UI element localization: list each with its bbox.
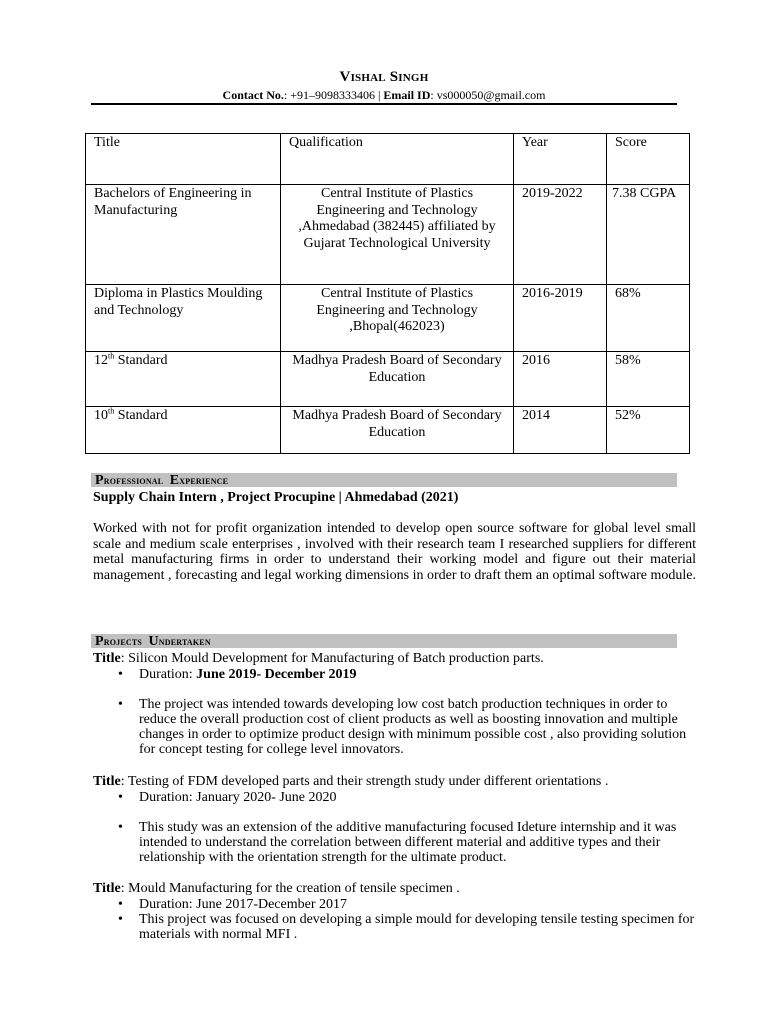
- edu-qualification: Madhya Pradesh Board of Secondary Education: [281, 407, 514, 454]
- edu-year: 2016: [514, 352, 607, 407]
- table-row: [86, 285, 690, 352]
- project-details: [118, 820, 698, 865]
- edu-title: [86, 352, 281, 407]
- table-row: [86, 352, 690, 407]
- job-title: Supply Chain Intern , Project Procupine | Ahmedabad (2021): [93, 490, 459, 505]
- edu-score: 52%: [607, 407, 690, 454]
- education-table: [85, 133, 690, 454]
- project-details: [118, 697, 698, 757]
- list-item: • Duration: June 2017-December 2017: [118, 897, 698, 912]
- header-score: Score: [607, 134, 690, 185]
- list-item: • This project was focused on developing a simple mould for developing tensile testing specimen for materials with normal MFI .: [118, 912, 698, 942]
- table-header-row: [86, 134, 690, 185]
- list-item: • Duration: June 2019- December 2019: [118, 667, 698, 682]
- project-title: Title: Mould Manufacturing for the creation of tensile specimen .: [93, 881, 460, 896]
- list-item: • The project was intended towards developing low cost batch production techniques in order to reduce the overall production cost of client products as well as boosting innovation and multiple changes in order to optimize product design with minimum possible cost , also providing solution for concept testing for college level innovators.: [118, 697, 698, 757]
- edu-year: 2019-2022: [514, 185, 607, 285]
- project-title: Title: Testing of FDM developed parts and their strength study under different orientations .: [93, 774, 609, 789]
- edu-year: 2014: [514, 407, 607, 454]
- edu-title-number: 12: [94, 353, 108, 368]
- project-details: [118, 667, 698, 682]
- table-row: [86, 185, 690, 285]
- edu-qualification: Central Institute of Plastics Engineering and Technology ,Ahmedabad (382445) affiliated by Gujarat Technological University: [281, 185, 514, 285]
- project-title: Title: Silicon Mould Development for Manufacturing of Batch production parts.: [93, 651, 544, 666]
- edu-qualification: Madhya Pradesh Board of Secondary Education: [281, 352, 514, 407]
- header-qualification: Qualification: [281, 134, 514, 185]
- edu-title-rest: Standard: [114, 408, 168, 423]
- edu-qualification: Central Institute of Plastics Engineering and Technology ,Bhopal(462023): [281, 285, 514, 352]
- project-title-label: Title: [93, 774, 121, 789]
- header-title: Title: [86, 134, 281, 185]
- job-description: Worked with not for profit organization intended to develop open source software for global level small scale and medium scale enterprises , involved with their research team I researched suppliers for different metal manufacturing firms in order to understand their working model and figure out their material management , forecasting and legal working dimensions in order to draft them an optimal software module.: [93, 521, 696, 583]
- list-item: • Duration: January 2020- June 2020: [118, 790, 698, 805]
- edu-score: 7.38 CGPA: [607, 185, 690, 285]
- project-title-label: Title: [93, 651, 121, 666]
- email-value: : vs000050@gmail.com: [430, 88, 546, 102]
- list-item: • This study was an extension of the additive manufacturing focused Ideture internship and it was intended to understand the correlation between different material and additive types and their relationship with the orientation strength for the ultimate product.: [118, 820, 698, 865]
- edu-title-rest: Standard: [114, 353, 168, 368]
- edu-score: 58%: [607, 352, 690, 407]
- table-row: [86, 407, 690, 454]
- candidate-name: Vishal Singh: [339, 69, 429, 85]
- header-year: Year: [514, 134, 607, 185]
- email-label: Email ID: [383, 88, 431, 102]
- edu-title: Diploma in Plastics Moulding and Technology: [86, 285, 281, 352]
- project-details: [118, 790, 698, 805]
- contact-value: : +91–9098333406 |: [283, 88, 384, 102]
- edu-title-suffix: th: [108, 406, 115, 416]
- project-details: [118, 897, 698, 942]
- experience-heading: Professional Experience: [91, 473, 677, 487]
- edu-title: [86, 407, 281, 454]
- contact-label: Contact No.: [222, 88, 284, 102]
- edu-score: 68%: [607, 285, 690, 352]
- contact-line: [0, 88, 768, 103]
- edu-title-number: 10: [94, 408, 108, 423]
- header-divider: [91, 103, 677, 105]
- project-title-label: Title: [93, 881, 121, 896]
- edu-title-suffix: th: [108, 351, 115, 361]
- edu-title: Bachelors of Engineering in Manufacturing: [86, 185, 281, 285]
- projects-heading: Projects Undertaken: [91, 634, 677, 648]
- edu-year: 2016-2019: [514, 285, 607, 352]
